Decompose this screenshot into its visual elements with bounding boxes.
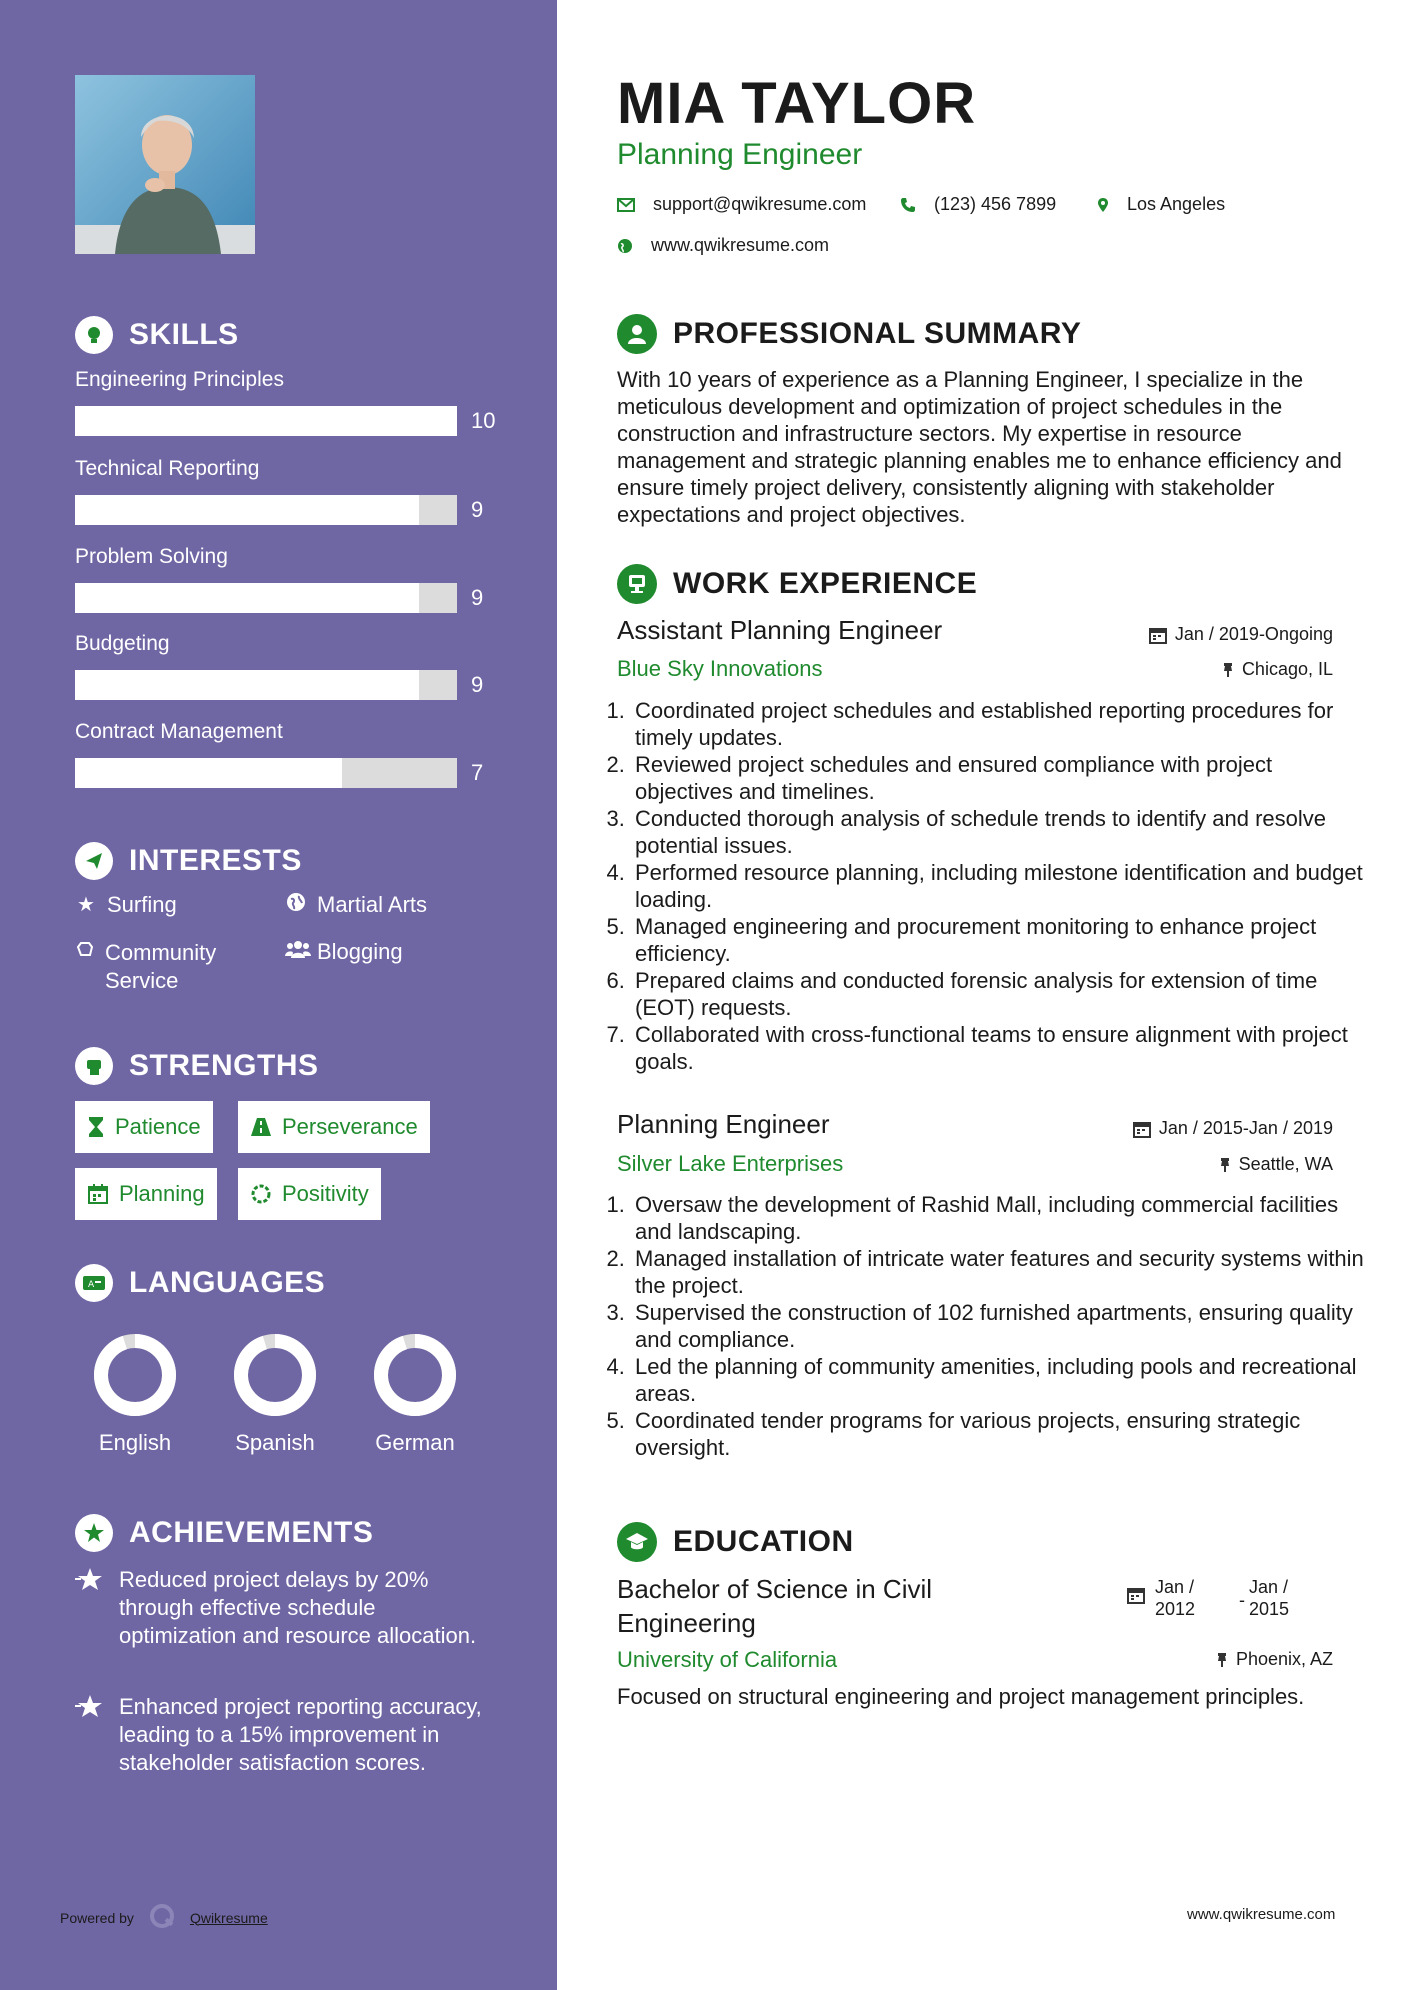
skill-value: 9 xyxy=(471,672,484,697)
job-location xyxy=(1057,1154,1333,1175)
job-dates xyxy=(1057,624,1333,645)
sidebar xyxy=(0,0,557,1990)
education-location xyxy=(1057,1649,1333,1670)
strengths-title: STRENGTHS xyxy=(129,1049,319,1082)
skill-value: 7 xyxy=(471,760,484,785)
job-title: Assistant Planning Engineer xyxy=(617,615,943,645)
language-item xyxy=(75,1325,195,1456)
education-description: Focused on structural engineering and project management principles. xyxy=(617,1684,1305,1709)
powered-by-text: Powered by xyxy=(60,1909,134,1926)
job-location xyxy=(1057,659,1333,680)
skill-item xyxy=(75,720,484,785)
strength-label: Perseverance xyxy=(282,1114,418,1139)
graduation-cap-icon xyxy=(617,1522,657,1562)
pushpin-icon xyxy=(1216,1652,1228,1668)
language-item xyxy=(355,1325,475,1456)
strength-label: Positivity xyxy=(282,1181,369,1206)
language-item xyxy=(215,1325,335,1456)
location-contact xyxy=(1097,194,1225,215)
duty-item: 1. Coordinated project schedules and established reporting procedures for timely updates. xyxy=(631,697,1373,751)
job-title: Planning Engineer xyxy=(617,1109,830,1139)
skill-name: Engineering Principles xyxy=(75,368,284,391)
company-name: Blue Sky Innovations xyxy=(617,656,823,681)
skill-value: 10 xyxy=(471,408,496,433)
language-ring xyxy=(215,1325,335,1425)
qwikresume-logo-icon xyxy=(148,1902,176,1933)
duty-item: 3. Supervised the construction of 102 furnished apartments, ensuring quality and compliance. xyxy=(631,1299,1373,1353)
skill-bar-track xyxy=(75,583,457,613)
achievement-text: Enhanced project reporting accuracy, leading to a 15% improvement in stakeholder satisfaction scores. xyxy=(119,1694,482,1775)
language-ring-fill xyxy=(101,1341,169,1409)
strength-tag xyxy=(238,1101,430,1153)
language-icon xyxy=(75,1264,113,1302)
duty-item: 1. Oversaw the development of Rashid Mall, including commercial facilities and landscaping. xyxy=(631,1191,1373,1245)
strength-tag xyxy=(238,1168,381,1220)
svg-text:A: A xyxy=(88,1280,95,1290)
achievement-item xyxy=(75,1566,485,1650)
language-ring xyxy=(75,1325,195,1425)
strength-tag xyxy=(75,1101,213,1153)
candidate-title: Planning Engineer xyxy=(617,138,863,171)
user-icon xyxy=(617,314,657,354)
achievements-title: ACHIEVEMENTS xyxy=(129,1516,374,1549)
interest-label: Martial Arts xyxy=(317,892,428,917)
school-name: University of California xyxy=(617,1647,838,1672)
strengths-heading xyxy=(75,1047,319,1085)
interest-label: Surfing xyxy=(107,892,177,917)
summary-text: With 10 years of experience as a Planning Engineer, I specialize in the meticulous development and optimization of project schedules in the construction and infrastructure sectors. My expertise in resource management and strategic planning enables me to enhance efficiency and ensure timely project delivery, consistently aligning with stakeholder expectations and project objectives. xyxy=(617,367,1342,527)
phone-contact xyxy=(900,194,1056,215)
main-content xyxy=(557,0,1407,1990)
education-location-text: Phoenix, AZ xyxy=(1235,1649,1333,1669)
skill-name: Problem Solving xyxy=(75,545,228,568)
users-icon xyxy=(285,939,307,965)
skill-item xyxy=(75,368,496,433)
summary-title: PROFESSIONAL SUMMARY xyxy=(673,317,1082,350)
degree-title: Bachelor of Science in Civil Engineering xyxy=(617,1574,933,1638)
calendar-icon xyxy=(87,1183,109,1205)
duty-item: 3. Conducted thorough analysis of schedule trends to identify and resolve potential issues. xyxy=(631,805,1373,859)
calendar-icon xyxy=(1149,626,1167,644)
achievement-item xyxy=(75,1693,485,1777)
interest-item xyxy=(285,892,427,918)
date-separator: - xyxy=(1239,1590,1245,1610)
globe-icon xyxy=(285,892,307,918)
skill-value: 9 xyxy=(471,585,484,610)
strength-label: Patience xyxy=(115,1114,201,1139)
education-title: EDUCATION xyxy=(673,1525,854,1558)
achievement-text: Reduced project delays by 20% through effective schedule optimization and resource allocation. xyxy=(119,1567,477,1648)
company-name: Silver Lake Enterprises xyxy=(617,1151,844,1176)
skill-bar-fill xyxy=(75,670,419,700)
languages-heading xyxy=(75,1264,325,1302)
strength-label: Planning xyxy=(119,1181,205,1206)
interests-title: INTERESTS xyxy=(129,844,302,877)
location-text: Los Angeles xyxy=(1127,194,1226,214)
website-text[interactable]: www.qwikresume.com xyxy=(651,235,830,255)
skill-bar-fill xyxy=(75,495,419,525)
education-end: Jan / 2015 xyxy=(1249,1577,1290,1619)
envelope-icon xyxy=(617,198,635,212)
language-label: German xyxy=(375,1430,455,1455)
road-icon xyxy=(250,1117,272,1137)
skill-bar-fill xyxy=(75,583,419,613)
education-dates xyxy=(1127,1576,1299,1620)
skill-bar-fill xyxy=(75,406,457,436)
interest-item xyxy=(285,939,403,965)
work-title: WORK EXPERIENCE xyxy=(673,567,978,600)
skill-item xyxy=(75,632,484,697)
duty-item: 4. Performed resource planning, including milestone identification and budget loading. xyxy=(631,859,1373,913)
skill-value: 9 xyxy=(471,497,484,522)
map-marker-icon xyxy=(1097,197,1109,213)
star-badge-icon xyxy=(75,1693,105,1777)
job-dates-text: Jan / 2015-Jan / 2019 xyxy=(1158,1118,1333,1138)
powered-by-link[interactable]: Qwikresume xyxy=(189,1909,268,1926)
globe-icon xyxy=(617,238,633,254)
interest-item xyxy=(75,939,265,995)
hand-icon xyxy=(75,939,95,967)
skill-name: Budgeting xyxy=(75,632,170,655)
duty-item: 7. Collaborated with cross-functional teams to ensure alignment with project goals. xyxy=(631,1021,1373,1075)
job-location-text: Seattle, WA xyxy=(1238,1154,1333,1174)
email-contact xyxy=(617,194,866,215)
email-text[interactable]: support@qwikresume.com xyxy=(653,194,867,214)
website-contact xyxy=(617,235,829,256)
duty-item: 5. Managed engineering and procurement monitoring to enhance project efficiency. xyxy=(631,913,1373,967)
interest-item xyxy=(75,892,177,918)
paper-plane-icon xyxy=(75,842,113,880)
language-ring-fill xyxy=(381,1341,449,1409)
duty-item: 2. Reviewed project schedules and ensured compliance with project objectives and timelines. xyxy=(631,751,1373,805)
skill-bar-track xyxy=(75,495,457,525)
skill-bar-track xyxy=(75,406,457,436)
interests-heading xyxy=(75,842,302,880)
work-heading xyxy=(617,564,977,604)
briefcase-icon xyxy=(617,564,657,604)
phone-icon xyxy=(900,197,916,213)
job-location-text: Chicago, IL xyxy=(1241,659,1333,679)
language-ring-fill xyxy=(241,1341,309,1409)
job-dates-text: Jan / 2019-Ongoing xyxy=(1174,624,1333,644)
skill-bar-track xyxy=(75,670,457,700)
language-label: English xyxy=(98,1430,172,1455)
skill-name: Technical Reporting xyxy=(75,457,260,480)
duty-item: 5. Coordinated tender programs for various projects, ensuring strategic oversight. xyxy=(631,1407,1373,1461)
footer-website[interactable]: www.qwikresume.com xyxy=(1187,1906,1336,1923)
pushpin-icon xyxy=(1219,1157,1231,1173)
skill-bar-track xyxy=(75,758,457,788)
language-ring xyxy=(355,1325,475,1425)
skill-name: Contract Management xyxy=(75,720,283,743)
interest-label: Community Service xyxy=(105,940,217,993)
strength-tag xyxy=(75,1168,217,1220)
profile-photo xyxy=(75,75,255,254)
language-label: Spanish xyxy=(235,1430,315,1455)
education-heading xyxy=(617,1522,854,1562)
calendar-icon xyxy=(1133,1120,1151,1138)
lightbulb-icon xyxy=(75,316,113,354)
job-duties xyxy=(613,1191,1373,1461)
star-badge-icon xyxy=(75,1566,105,1650)
interest-label: Blogging xyxy=(317,939,403,964)
skills-heading xyxy=(75,316,239,354)
job-duties xyxy=(613,697,1373,1075)
languages-title: LANGUAGES xyxy=(129,1266,326,1299)
award-star-icon xyxy=(75,1514,113,1552)
circle-notch-icon xyxy=(250,1183,272,1205)
fist-icon xyxy=(75,1047,113,1085)
phone-text[interactable]: (123) 456 7899 xyxy=(934,194,1057,214)
powered-by xyxy=(60,1902,268,1933)
skill-item xyxy=(75,545,484,610)
star-icon: ★ xyxy=(77,894,95,916)
candidate-name: MIA TAYLOR xyxy=(617,71,977,136)
hourglass-icon xyxy=(87,1116,105,1138)
duty-item: 4. Led the planning of community amenities, including pools and recreational areas. xyxy=(631,1353,1373,1407)
calendar-icon xyxy=(1127,1586,1145,1604)
pushpin-icon xyxy=(1222,662,1234,678)
summary-heading xyxy=(617,314,1081,354)
duty-item: 2. Managed installation of intricate water features and security systems within the project. xyxy=(631,1245,1373,1299)
skill-item xyxy=(75,457,484,522)
skills-title: SKILLS xyxy=(129,318,239,351)
education-start: Jan / 2012 xyxy=(1155,1577,1196,1619)
achievements-heading xyxy=(75,1514,373,1552)
duty-item: 6. Prepared claims and conducted forensic analysis for extension of time (EOT) requests. xyxy=(631,967,1373,1021)
job-dates xyxy=(1027,1118,1333,1139)
skill-bar-fill xyxy=(75,758,342,788)
